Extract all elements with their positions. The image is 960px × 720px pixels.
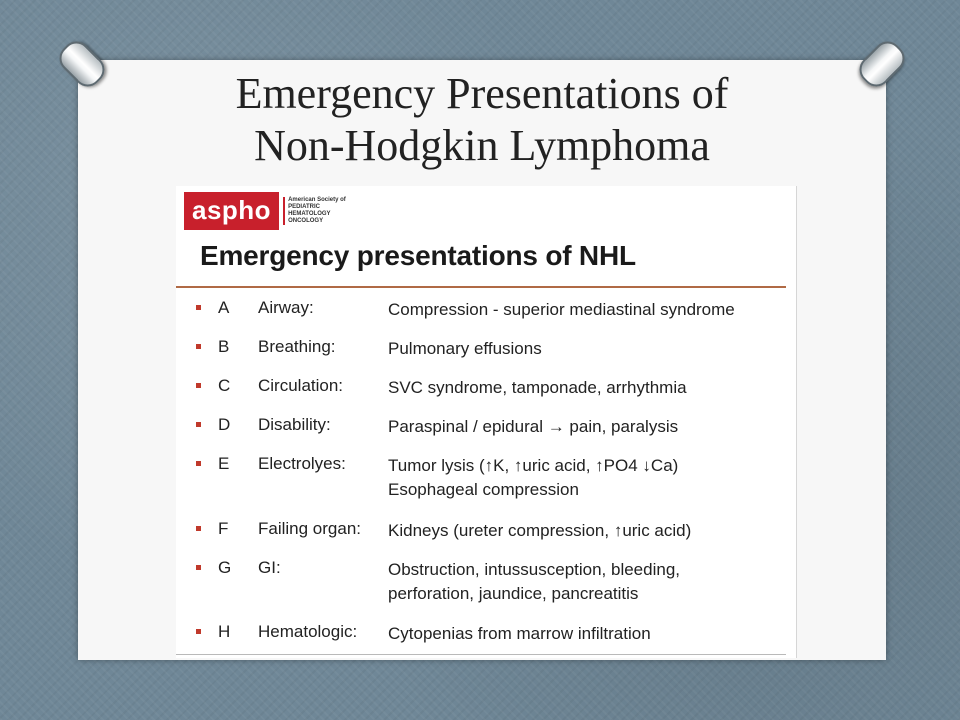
heading-divider [176,286,786,288]
description-line: Esophageal compression [388,480,579,499]
item-letter: F [218,519,229,538]
bullet-icon [196,565,201,570]
item-category: Failing organ: [258,519,362,538]
item-category: Electrolyes: [258,454,346,473]
logo-subtitle [283,197,358,225]
description-line: Compression - superior mediastinal syndrome [388,300,735,319]
item-description [388,298,735,322]
logo-sub-line: HEMATOLOGY [288,211,331,217]
item-letter: H [218,622,231,641]
item-description [388,376,687,400]
description-line: perforation, jaundice, pancreatitis [388,584,639,603]
description-line: Pulmonary effusions [388,339,542,358]
table-heading: Emergency presentations of NHL [200,240,636,271]
logo-sub-line: American Society of [288,197,346,203]
item-description [388,337,542,361]
bullet-icon [196,461,201,466]
description-line: Tumor lysis (↑K, ↑uric acid, ↑PO4 ↓Ca) [388,456,679,475]
slide-title-line-1: Emergency Presentations of [235,69,729,118]
description-line: Cytopenias from marrow infiltration [388,624,651,643]
bullet-icon [196,629,201,634]
item-letter: D [218,415,231,434]
bullet-icon [196,344,201,349]
description-line: Paraspinal / epidural → pain, paralysis [388,417,679,436]
item-category: Hematologic: [258,622,358,641]
logo-sub-line: ONCOLOGY [288,218,324,224]
description-line: SVC syndrome, tamponade, arrhythmia [388,378,687,397]
slide-title [78,68,886,172]
description-line: Kidneys (ureter compression, ↑uric acid) [388,521,692,540]
item-description [388,454,678,502]
slide-title-line-2: Non-Hodgkin Lymphoma [254,121,710,170]
item-letter: G [218,558,232,577]
item-letter: A [218,298,230,317]
item-description [388,415,678,439]
item-category: Airway: [258,298,314,317]
bottom-divider [176,654,786,655]
item-letter: C [218,376,231,395]
bullet-icon [196,526,201,531]
item-category: Breathing: [258,337,336,356]
logo-sub-line: PEDIATRIC [288,204,320,210]
embedded-image-panel [176,186,797,658]
item-letter: B [218,337,230,356]
bullet-icon [196,305,201,310]
bullet-icon [196,383,201,388]
item-description [388,622,651,646]
aspho-logo [184,192,358,230]
item-category: GI: [258,558,281,577]
description-line: Obstruction, intussusception, bleeding, [388,560,681,579]
logo-mark: aspho [184,192,279,230]
item-category: Circulation: [258,376,344,395]
item-description [388,558,680,606]
item-category: Disability: [258,415,331,434]
item-letter: E [218,454,230,473]
item-description [388,519,691,543]
bullet-icon [196,422,201,427]
